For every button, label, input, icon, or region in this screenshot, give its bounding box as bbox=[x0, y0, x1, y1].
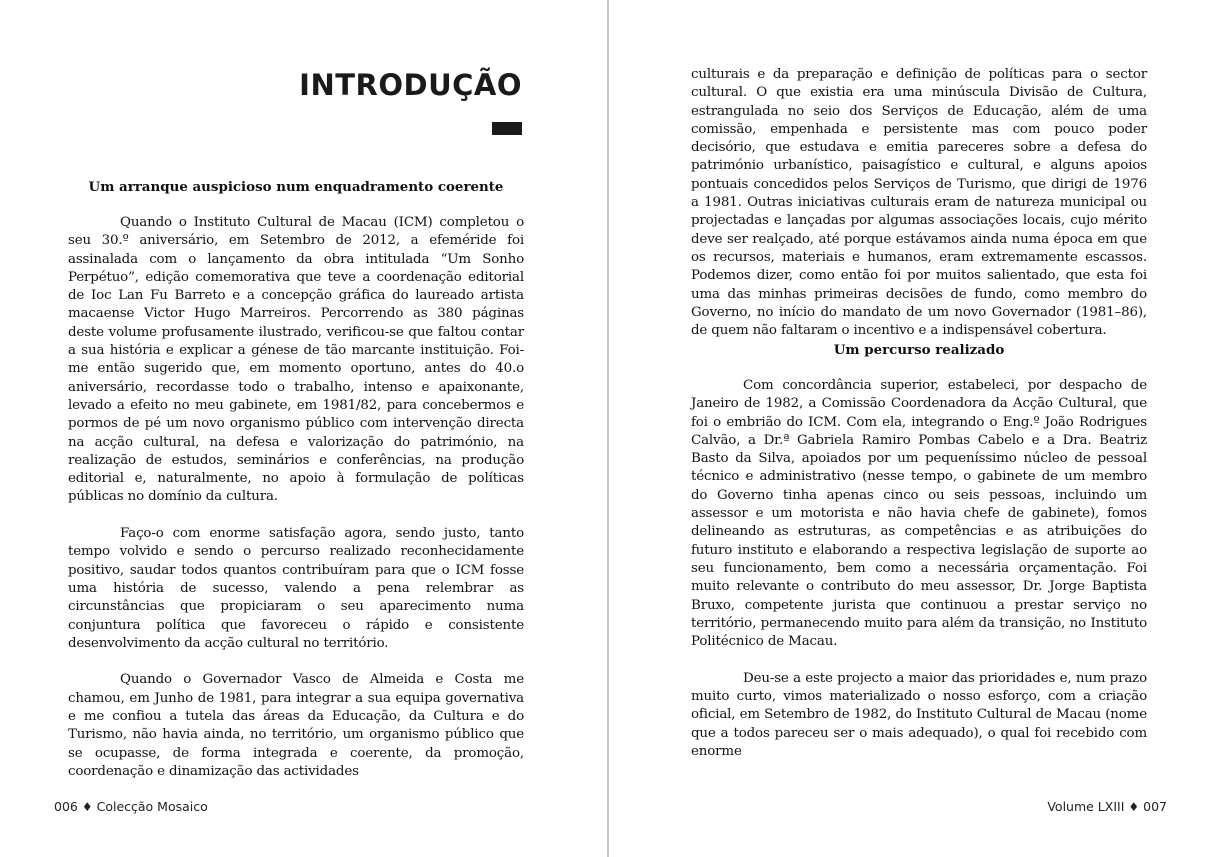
diamond-separator-icon: ♦ bbox=[81, 800, 93, 814]
paragraph: Com concordância superior, estabeleci, por despacho de Janeiro de 1982, a Comissão Coordenadora da Acção Cultural, que foi o embrião do ICM. Com ela, integrando o Eng.º João Rodrigues Calvão, a Dr.ª Gabriela Ramiro Pombas Cabelo e a Dra. Beatriz Basto da Silva, apoiados por um pequeníssimo núcleo de pessoal técnico e administrativo (nesse tempo, o gabinete de um membro do Governo tinha apenas cinco ou seis pessoas, incluindo um assessor e um motorista e não havia chefe de gabinete), fomos delineando as estruturas, as competências e as atribuições do futuro instituto e elaborando a respectiva legislação de suporte ao seu funcionamento, bem como a necessária orçamentação. Foi muito relevante o contributo do meu assessor, Dr. Jorge Baptista Bruxo, competente jurista que continuou a prestar serviço no território, permanecendo muito para além da transição, no Instituto Politécnico de Macau. bbox=[691, 378, 1147, 650]
section-heading: Um percurso realizado bbox=[833, 342, 1005, 358]
volume-label: Volume LXIII bbox=[1047, 799, 1125, 814]
paragraph-continuation: culturais e da preparação e definição de políticas para o sector cultural. O que existia era uma minúscula Divisão de Cultura, estrangulada no seio dos Serviços de Educação, além de uma comissão, empenhada e persistente mas com pouco poder decisório, que estudava e emitia pareceres sobre a defesa do património urbanístico, paisagístico e cultural, e alguns apoios pontuais concedidos pelos Serviços de Turismo, que dirigi de 1976 a 1981. Outras iniciativas culturais eram de natureza municipal ou projectadas e lançadas por algumas associações locais, cujo mérito deve ser realçado, até porque estávamos ainda numa época em que os recursos, materiais e humanos, eram extremamente escassos. Podemos dizer, como então foi por muitos salientado, que esta foi uma das minhas primeiras decisões de fundo, como membro do Governo, no início do mandato de um novo Governador (1981–86), de quem não faltaram o incentivo e a indispensável cobertura. bbox=[691, 67, 1147, 339]
diamond-separator-icon: ♦ bbox=[1128, 800, 1140, 814]
paragraph: Quando o Governador Vasco de Almeida e Costa me chamou, em Junho de 1981, para integrar a sua equipa governativa e me confiou a tutela das áreas da Educação, da Cultura e do Turismo, não havia ainda, no território, um organismo público que se ocupasse, de forma integrada e coerente, da promoção, coordenação e dinamização das actividades bbox=[68, 672, 524, 779]
title-underline-bar bbox=[492, 122, 522, 135]
page-title: INTRODUÇÃO bbox=[299, 68, 522, 102]
paragraph: Deu-se a este projecto a maior das prioridades e, num prazo muito curto, vimos materializado o nosso esforço, com a criação oficial, em Setembro de 1982, do Instituto Cultural de Macau (nome que a todos pareceu ser o mais adequado), o qual foi recebido com enorme bbox=[691, 670, 1147, 759]
right-text-column bbox=[691, 377, 1147, 780]
left-text-column bbox=[68, 214, 524, 800]
right-page bbox=[609, 0, 1217, 857]
paragraph: Faço-o com enorme satisfação agora, sendo justo, tanto tempo volvido e sendo o percurso realizado reconhecidamente positivo, saudar todos quantos contribuíram para que o ICM fosse uma história de sucesso, valendo a pena relembrar as circunstâncias que propiciaram o seu aparecimento numa conjuntura política que favoreceu o rápido e consistente desenvolvimento da acção cultural no território. bbox=[68, 526, 524, 651]
paragraph: Quando o Instituto Cultural de Macau (ICM) completou o seu 30.º aniversário, em Setembro de 2012, a efeméride foi assinalada com o lançamento da obra intitulada “Um Sonho Perpétuo”, edição comemorativa que teve a coordenação editorial de Ioc Lan Fu Barreto e a concepção gráfica do laureado artista macaense Victor Hugo Marreiros. Percorrendo as 380 páginas deste volume profusamente ilustrado, verificou-se que faltou contar a sua história e explicar a génese de tão marcante instituição. Foi-me então sugerido que, em momento oportuno, antes do 40.o aniversário, recordasse todo o trabalho, intenso e apaixonante, levado a efeito no meu gabinete, em 1981/82, para concebermos e pormos de pé um novo organismo público com intervenção directa na acção cultural, na defesa e valorização do património, na realização de estudos, seminários e conferências, na produção editorial e, naturalmente, no apoio à formulação de políticas públicas no domínio da cultura. bbox=[68, 215, 524, 505]
right-footer bbox=[1047, 799, 1167, 814]
page-number: 006 bbox=[54, 799, 78, 814]
left-page bbox=[0, 0, 607, 857]
page-number: 007 bbox=[1143, 799, 1167, 814]
series-name: Colecção Mosaico bbox=[96, 799, 208, 814]
right-text-column-top bbox=[691, 66, 1147, 359]
left-footer bbox=[54, 799, 208, 814]
section-heading: Um arranque auspicioso num enquadramento coerente bbox=[88, 179, 504, 195]
